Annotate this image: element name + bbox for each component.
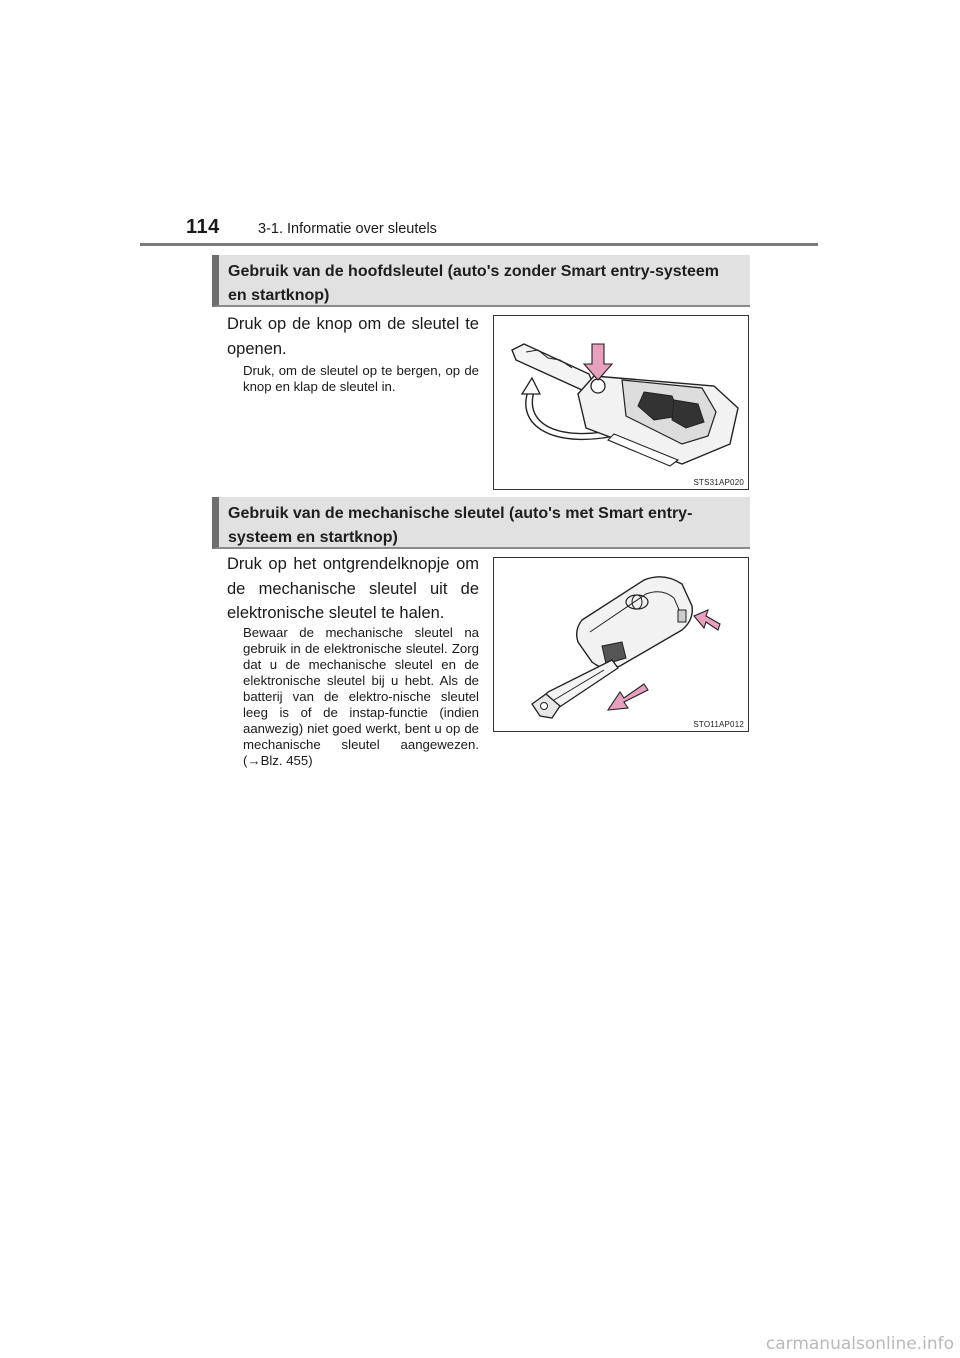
section2-heading: Gebruik van de mechanische sleutel (auto's met Smart entry-systeem en startknop) — [212, 497, 750, 549]
header-divider — [140, 243, 818, 246]
section2-note: Bewaar de mechanische sleutel na gebruik in de elektronische sleutel. Zorg dat u de mechanische sleutel en de elektronische sleutel bij u hebt. Als de batterij van de elektro-nische sleutel leeg is of de instap-functie (indien aanwezig) niet goed werkt, bent u op de mechanische sleutel aangewezen. (→Blz. 455) — [243, 625, 479, 768]
figure2-code: STO11AP012 — [693, 720, 744, 729]
folding-key-icon — [494, 316, 748, 489]
folding-key-illustration — [493, 315, 749, 490]
section1-body: Druk op de knop om de sleutel te openen. — [227, 315, 479, 358]
watermark: carmanualsonline.info — [765, 1334, 954, 1354]
page-number: 114 — [186, 216, 220, 238]
section1-heading: Gebruik van de hoofdsleutel (auto's zonder Smart entry-systeem en startknop) — [212, 255, 750, 307]
figure1-code: STS31AP020 — [693, 478, 744, 487]
smart-key-illustration — [493, 557, 749, 732]
smart-key-icon — [494, 558, 748, 731]
section1-note: Druk, om de sleutel op te bergen, op de knop en klap de sleutel in. — [243, 363, 479, 394]
section-title: 3-1. Informatie over sleutels — [258, 221, 437, 237]
section2-body: Druk op het ontgrendelknopje om de mechanische sleutel uit de elektronische sleutel te halen. — [227, 555, 479, 622]
